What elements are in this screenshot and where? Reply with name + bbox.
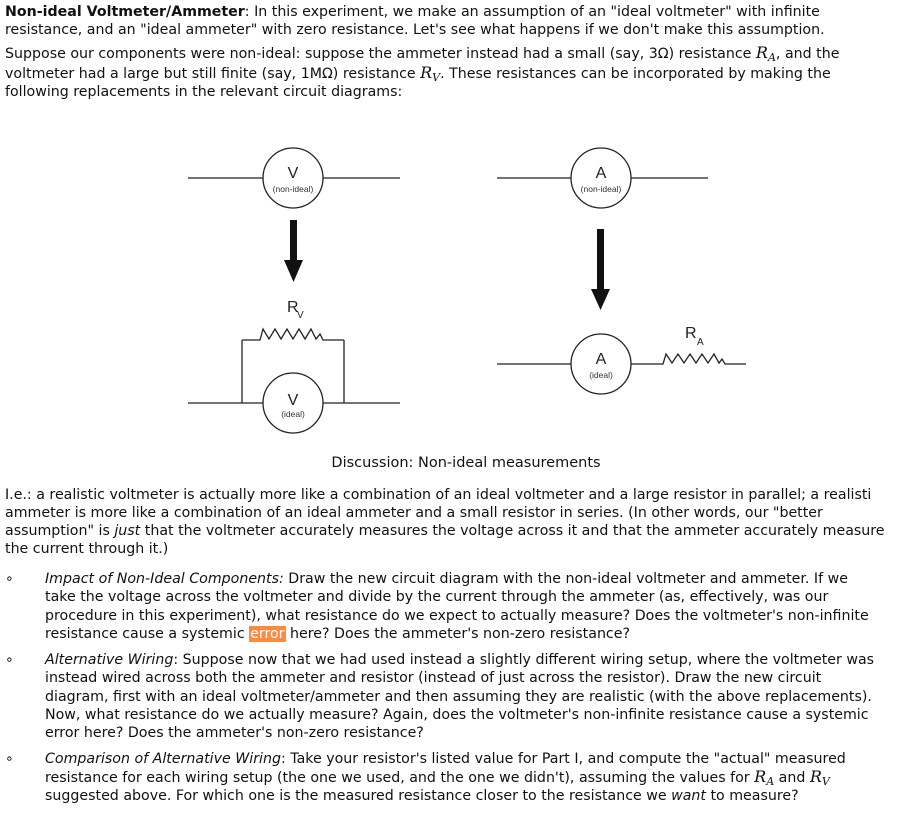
bullet-icon: ∘ [5,652,14,669]
intro-text: Suppose our components were non-ideal: suppose the ammeter instead had a small (say, 3Ω) resistance [5,46,756,62]
bullet-icon: ∘ [5,750,14,767]
q2-line: Now, what resistance do we actually measure? Again, does the voltmeter's non-infinite resistance cause a systemic [45,707,869,724]
q3-line [45,750,908,768]
question-text: resistance for each wiring setup (the one we used, and the one we didn't), assuming the values for [45,769,755,786]
intro-text: : In this experiment, we make an assumption of an "ideal voltmeter" with infinite [244,4,820,20]
meter-symbol: V [287,392,299,409]
intro-text: , and the [775,46,840,62]
intro-line-1 [5,3,905,21]
resistor-zigzag [242,329,344,340]
ie-emphasis: just [114,523,141,539]
ammeter-nonideal [497,148,708,208]
math-subscript: V [432,71,441,84]
q1-line: procedure in this experiment), what resistance do we expect to actually measure? Does the voltmeter's non-infinite [45,607,869,624]
math-subscript: A [767,51,776,64]
math-symbol: R [809,766,822,786]
math-ra [754,767,774,786]
section-heading: Non-ideal Voltmeter/Ammeter [5,4,245,20]
intro-text: . These resistances can be incorporated by making the [440,66,831,82]
intro-line-3 [5,44,905,63]
ie-line-1: I.e.: a realistic voltmeter is actually more like a combination of an ideal voltmeter and a large resistor in parallel; a realisti [5,487,872,503]
question-emphasis: want [671,788,706,805]
list-item [0,570,908,643]
question-text: : Take your resistor's listed value for Part I, and compute the "actual" measured [280,750,846,767]
ie-line-2: ammeter is more like a combination of an ideal ammeter and a small resistor in series. (In other words, our "better [5,505,823,521]
ie-line-4: the current through it.) [5,541,169,557]
question-text: and [774,769,810,786]
resistor-zigzag [631,354,746,364]
meter-label: (ideal) [281,409,305,419]
down-arrow-icon [284,220,303,282]
q3-line [45,768,908,787]
q2-line: diagram, first with an ideal voltmeter/ammeter and then assuming they are realistic (with the above replacements). [45,688,872,705]
resistor-label: R [685,325,697,342]
question-title: Alternative Wiring [45,652,174,669]
ie-text: assumption" is [5,523,115,539]
question-text: Draw the new circuit diagram with the non-ideal voltmeter and ammeter. If we [283,571,848,587]
question-text: here? Does the ammeter's non-zero resistance? [285,625,630,642]
ammeter-equivalent [497,325,746,394]
question-list [0,570,908,806]
math-symbol: R [754,766,767,786]
q2-line: error here? Does the ammeter's non-zero resistance? [45,725,424,742]
meter-label: (non-ideal) [272,184,314,194]
question-text: resistance cause a systemic [45,625,250,642]
ie-line-3 [5,522,905,540]
voltmeter-equivalent [188,299,400,433]
resistor-subscript: A [697,337,704,348]
down-arrow-icon [591,229,610,310]
question-title: Comparison of Alternative Wiring [45,750,281,767]
question-text: suggested above. For which one is the measured resistance closer to the resistance we [45,788,672,805]
q1-line: take the voltage across the voltmeter and divide by the current through the ammeter (as, effectively, was our [45,589,829,606]
intro-line-4 [5,64,905,83]
list-item [0,651,908,742]
circuit-diagram [0,135,908,475]
meter-symbol: A [595,351,607,368]
meter-symbol: A [595,165,607,182]
q2-line: instead wired across both the ammeter and resistor (instead of just across the resistor). Draw the new circuit [45,670,822,687]
question-title: Impact of Non-Ideal Components: [45,571,284,587]
intro-text: voltmeter had a large but still finite (say, 1MΩ) resistance [5,66,421,82]
highlighted-word[interactable]: error [250,625,285,642]
bullet-icon: ∘ [5,571,14,587]
q2-line [45,651,908,669]
figure-caption: Discussion: Non-ideal measurements [331,455,601,471]
circuit-figure [0,135,908,475]
meter-label: (ideal) [589,370,613,380]
math-ra [756,44,776,62]
intro-line-5: following replacements in the relevant circuit diagrams: [5,84,403,100]
meter-label: (non-ideal) [580,184,622,194]
question-text: to measure? [705,788,799,805]
list-item [0,750,908,806]
math-rv [810,767,830,786]
ie-text: that the voltmeter accurately measures the voltage across it and that the ammeter accurately measure [140,523,885,539]
math-symbol: R [420,64,433,82]
math-symbol: R [755,44,768,62]
voltmeter-nonideal [188,148,400,208]
q3-line [45,787,908,805]
math-subscript: A [766,774,775,788]
intro-line-2: resistance, and an "ideal ammeter" with zero resistance. Let's see what happens if we don't make this assumption. [5,22,825,38]
math-subscript: V [821,774,830,788]
resistor-subscript: V [297,310,304,321]
meter-symbol: V [287,165,299,182]
q1-line [45,625,908,643]
q1-line [45,570,908,588]
question-text: : Suppose now that we had used instead a slightly different wiring setup, where the voltmeter was [173,652,875,669]
math-rv [420,64,440,82]
resistor-label: R [287,299,299,316]
